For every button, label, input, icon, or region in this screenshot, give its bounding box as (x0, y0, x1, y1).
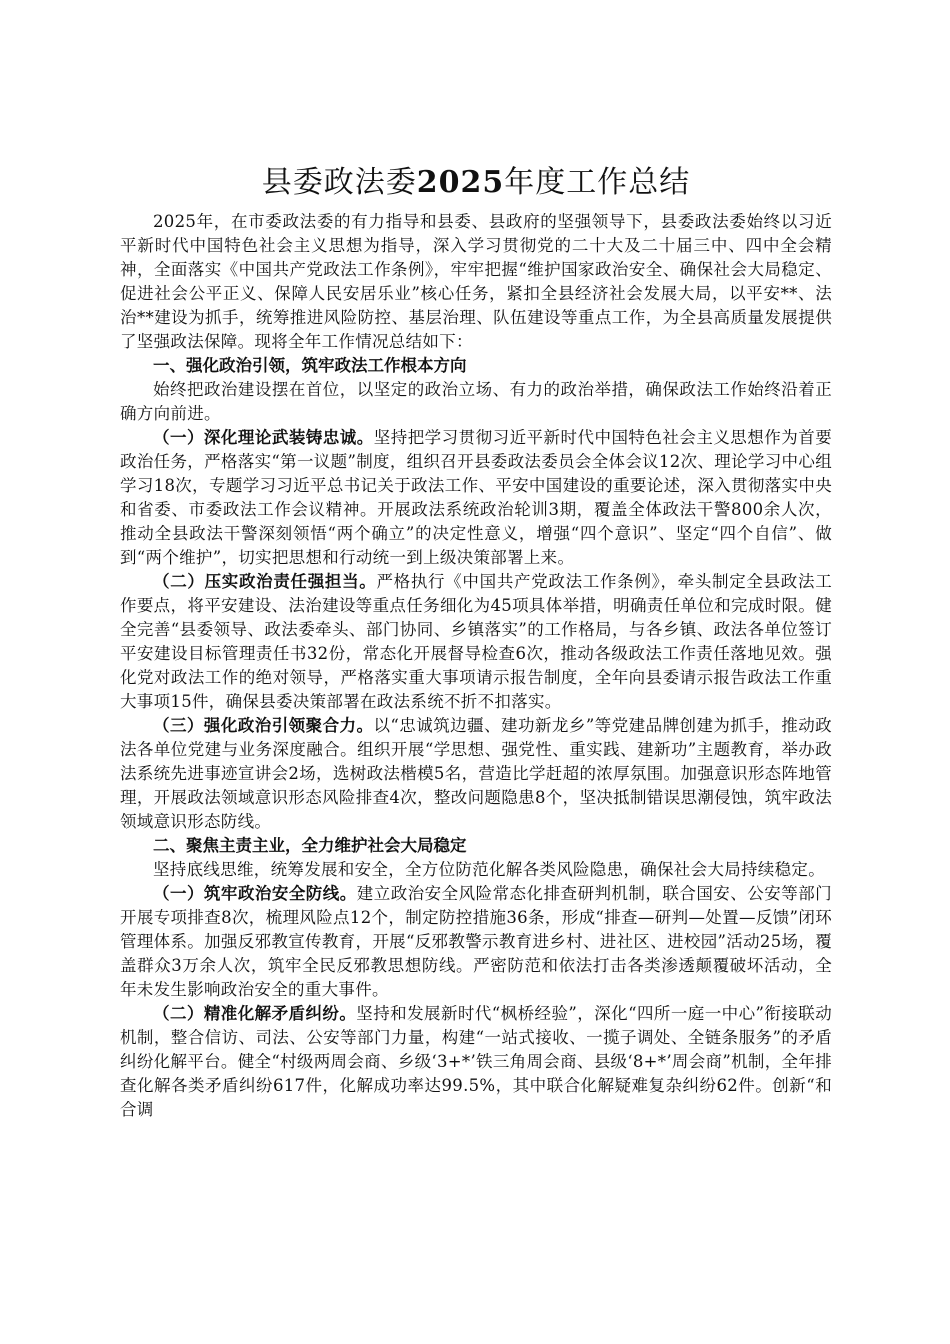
section-heading-1: 一、强化政治引领，筑牢政法工作根本方向 (153, 356, 467, 375)
title-year: 2025 (416, 165, 505, 200)
document-page (120, 160, 832, 1122)
title-part2: 年度工作总结 (504, 165, 691, 200)
section-summary-1: 始终把政治建设摆在首位，以坚定的政治立场、有力的政治举措，确保政法工作始终沿着正确方向前进。 (120, 380, 832, 423)
item-body: 以“忠诚筑边疆、建功新龙乡”等党建品牌创建为抓手，推动政法各单位党建与业务深度融合。组织开展“学思想、强党性、重实践、建新功”主题教育，举办政法系统先进事迹宣讲会2场，选树政法楷模5名，营造比学赶超的浓厚氛围。加强意识形态阵地管理，开展政法领域意识形态风险排查4次，整改问题隐患8个，坚决抵制错误思潮侵蚀，筑牢政法领域意识形态防线。 (120, 716, 832, 831)
item-lead: （二）精准化解矛盾纠纷。 (153, 1004, 357, 1023)
item-lead: （三）强化政治引领聚合力。 (153, 716, 374, 735)
section-summary-2: 坚持底线思维，统筹发展和安全，全方位防范化解各类风险隐患，确保社会大局持续稳定。 (153, 860, 825, 879)
item-body: 坚持和发展新时代“枫桥经验”，深化“四所一庭一中心”衔接联动机制，整合信访、司法、公安等部门力量，构建“一站式接收、一揽子调处、全链条服务”的矛盾纠纷化解平台。健全“村级两周会商、乡级‘3+*’铁三角周会商、县级‘8+*’周会商”机制，全年排查化解各类矛盾纠纷617件，化解成功率达99.5%，其中联合化解疑难复杂纠纷62件。创新“和合调 (120, 1004, 832, 1119)
item-lead: （一）深化理论武装铸忠诚。 (153, 428, 374, 447)
document-title (120, 160, 832, 206)
section1-item-2 (120, 570, 832, 714)
section-heading-2: 二、聚焦主责主业，全力维护社会大局稳定 (153, 836, 467, 855)
section2-item-1 (120, 882, 832, 1002)
item-lead: （二）压实政治责任强担当。 (153, 572, 377, 591)
title-part1: 县委政法委 (261, 165, 417, 200)
intro-paragraph: 2025年，在市委政法委的有力指导和县委、县政府的坚强领导下，县委政法委始终以习近平新时代中国特色社会主义思想为指导，深入学习贯彻党的二十大及二十届三中、四中全会精神，全面落实《中国共产党政法工作条例》，牢牢把握“维护国家政治安全、确保社会大局稳定、促进社会公平正义、保障人民安居乐业”核心任务，紧扣全县经济社会发展大局，以平安**、法治**建设为抓手，统筹推进风险防控、基层治理、队伍建设等重点工作，为全县高质量发展提供了坚强政法保障。现将全年工作情况总结如下： (120, 212, 832, 351)
item-body: 坚持把学习贯彻习近平新时代中国特色社会主义思想作为首要政治任务，严格落实“第一议题”制度，组织召开县委政法委员会全体会议12次、理论学习中心组学习18次，专题学习习近平总书记关于政法工作、平安中国建设的重要论述，深入贯彻落实中央和省委、市委政法工作会议精神。开展政法系统政治轮训3期，覆盖全体政法干警800余人次，推动全县政法干警深刻领悟“两个确立”的决定性意义，增强“四个意识”、坚定“四个自信”、做到“两个维护”，切实把思想和行动统一到上级决策部署上来。 (120, 428, 832, 567)
item-body: 严格执行《中国共产党政法工作条例》，牵头制定全县政法工作要点，将平安建设、法治建设等重点任务细化为45项具体举措，明确责任单位和完成时限。健全完善“县委领导、政法委牵头、部门协同、乡镇落实”的工作格局，与各乡镇、政法各单位签订平安建设目标管理责任书32份，常态化开展督导检查6次，推动各级政法工作责任落地见效。强化党对政法工作的绝对领导，严格落实重大事项请示报告制度，全年向县委请示报告政法工作重大事项15件，确保县委决策部署在政法系统不折不扣落实。 (120, 572, 832, 711)
item-body: 建立政治安全风险常态化排查研判机制，联合国安、公安等部门开展专项排查8次，梳理风险点12个，制定防控措施36条，形成“排查—研判—处置—反馈”闭环管理体系。加强反邪教宣传教育，开展“反邪教警示教育进乡村、进社区、进校园”活动25场，覆盖群众3万余人次，筑牢全民反邪教思想防线。严密防范和依法打击各类渗透颠覆破坏活动，全年未发生影响政治安全的重大事件。 (120, 884, 832, 999)
item-lead: （一）筑牢政治安全防线。 (153, 884, 357, 903)
section2-item-2 (120, 1002, 832, 1122)
section1-item-3 (120, 714, 832, 834)
section1-item-1 (120, 426, 832, 570)
